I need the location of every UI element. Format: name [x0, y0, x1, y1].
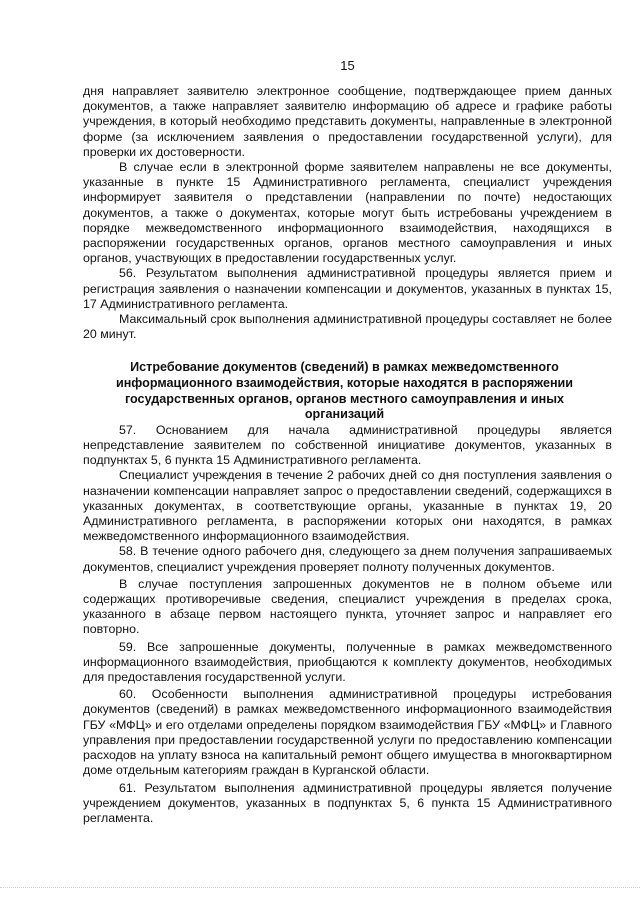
paragraph-57: 57. Основанием для начала административной процедуры является непредставление заявителем по собственной инициативе документов, указанных в подпунктах 5, 6 пункта 15 Административного регламента. [83, 422, 612, 468]
paragraph-60: 60. Особенности выполнения административной процедуры истребования документов (сведений) в рамках межведомственного информационного взаимодействия ГБУ «МФЦ» и его отделами определены порядком взаимодействия ГБУ «МФЦ» и Главного управления при предоставлении государственной услуги по предоставлению компенсации расходов на уплату взноса на капитальный ремонт общего имущества в многоквартирном доме отдельным категориям граждан в Курганской области. [83, 687, 612, 778]
heading-line: информационного взаимодействия, которые находятся в распоряжении [115, 376, 574, 391]
paragraph: Специалист учреждения в течение 2 рабочих дней со дня поступления заявления о назначении компенсации направляет запрос о предоставлении сведений, содержащихся в указанных документах, в соответствующие органы, указанные в пунктах 19, 20 Административного регламента, в распоряжении которых они находятся, в рамках межведомственного информационного взаимодействия. [83, 468, 612, 544]
paragraph: В случае поступления запрошенных документов не в полном объеме или содержащих противоречивые сведения, специалист учреждения в пределах срока, указанного в абзаце первом настоящего пункта, уточняет запрос и направляет его повторно. [83, 576, 612, 637]
section-heading [83, 360, 606, 422]
paragraph-61: 61. Результатом выполнения административной процедуры является получение учреждением документов, указанных в подпунктах 5, 6 пункта 15 Административного регламента. [83, 780, 612, 825]
heading-line: Истребование документов (сведений) в рамках межведомственного [130, 360, 559, 375]
page-number: 15 [340, 58, 355, 73]
paragraph-continuation: дня направляет заявителю электронное сообщение, подтверждающее прием данных документов, а также направляет заявителю информацию об адресе и графике работы учреждения, в который необходимо представить документы, направленные в электронной форме (за исключением заявления о предоставлении государственной услуги), для проверки их достоверности. [83, 84, 612, 159]
heading-line: организаций [304, 407, 385, 422]
paragraph: В случае если в электронной форме заявителем направлены не все документы, указанные в пункте 15 Административного регламента, специалист учреждения информирует заявителя о представлении (направлении по почте) недостающих документов, а также о документах, которые могут быть истребованы учреждением в порядке межведомственного информационного взаимодействия, находящихся в распоряжении государственных органов, органов местного самоуправления и иных органов, участвующих в предоставлении государственных услуг. [83, 160, 612, 266]
paragraph-59: 59. Все запрошенные документы, полученные в рамках межведомственного информационного взаимодействия, приобщаются к комплекту документов, необходимых для предоставления государственной услуги. [83, 639, 612, 685]
heading-line: государственных органов, органов местного самоуправления и иных [124, 391, 565, 406]
paragraph-58: 58. В течение одного рабочего дня, следующего за днем получения запрашиваемых документов, специалист учреждения проверяет полноту полученных документов. [83, 544, 612, 574]
paragraph-56: 56. Результатом выполнения административной процедуры является прием и регистрация заявления о назначении компенсации и документов, указанных в пунктах 15, 17 Административного регламента. [83, 266, 612, 311]
paragraph: Максимальный срок выполнения административной процедуры составляет не более 20 минут. [83, 312, 612, 342]
bottom-divider [0, 887, 640, 888]
body-text-bottom [83, 423, 612, 826]
body-text-top [83, 84, 612, 342]
